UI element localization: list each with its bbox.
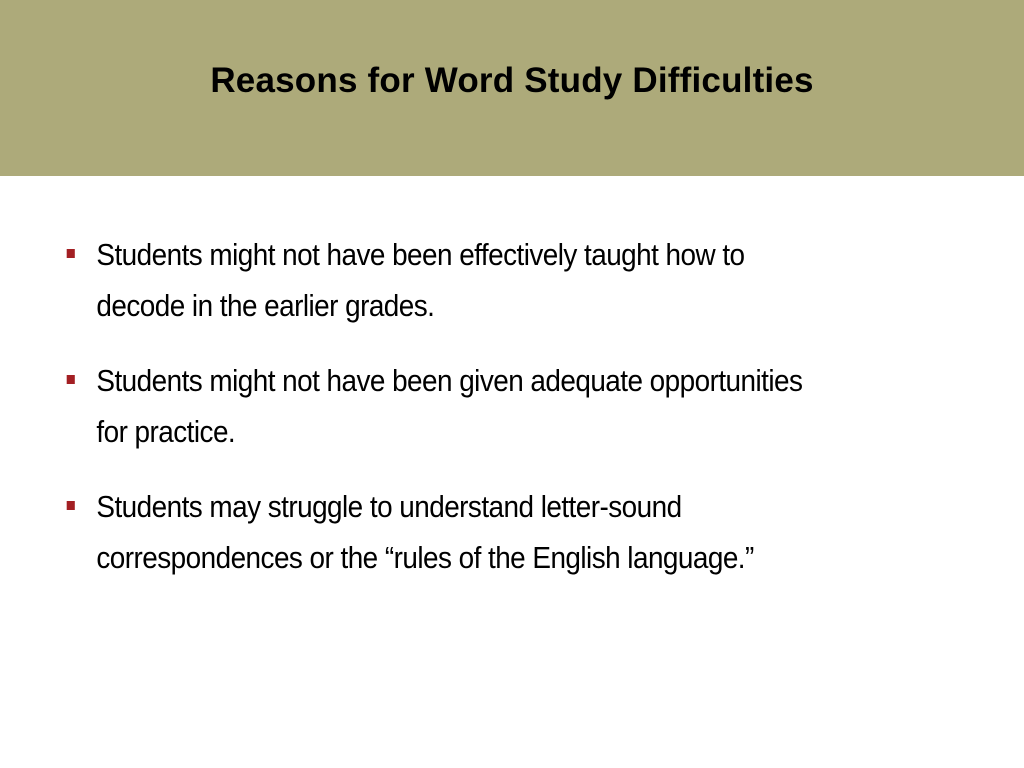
bullet-text: decode in the earlier grades. — [96, 288, 435, 323]
bullet-item — [64, 481, 996, 583]
bullet-text: Students may struggle to understand letter-sound — [96, 489, 682, 524]
bullet-text: Students might not have been given adequate opportunities — [96, 363, 803, 398]
bullet-text: correspondences or the “rules of the English language.” — [96, 540, 754, 575]
bullet-text: for practice. — [96, 414, 236, 449]
title-band — [0, 0, 1024, 176]
square-bullet-icon — [67, 249, 75, 258]
bullet-item — [64, 355, 996, 457]
bullet-text: Students might not have been effectively taught how to — [96, 237, 745, 272]
square-bullet-icon — [67, 375, 75, 384]
slide-title: Reasons for Word Study Difficulties — [210, 61, 814, 100]
square-bullet-icon — [67, 501, 75, 510]
bullet-item — [64, 229, 996, 331]
bullet-list — [64, 229, 984, 607]
